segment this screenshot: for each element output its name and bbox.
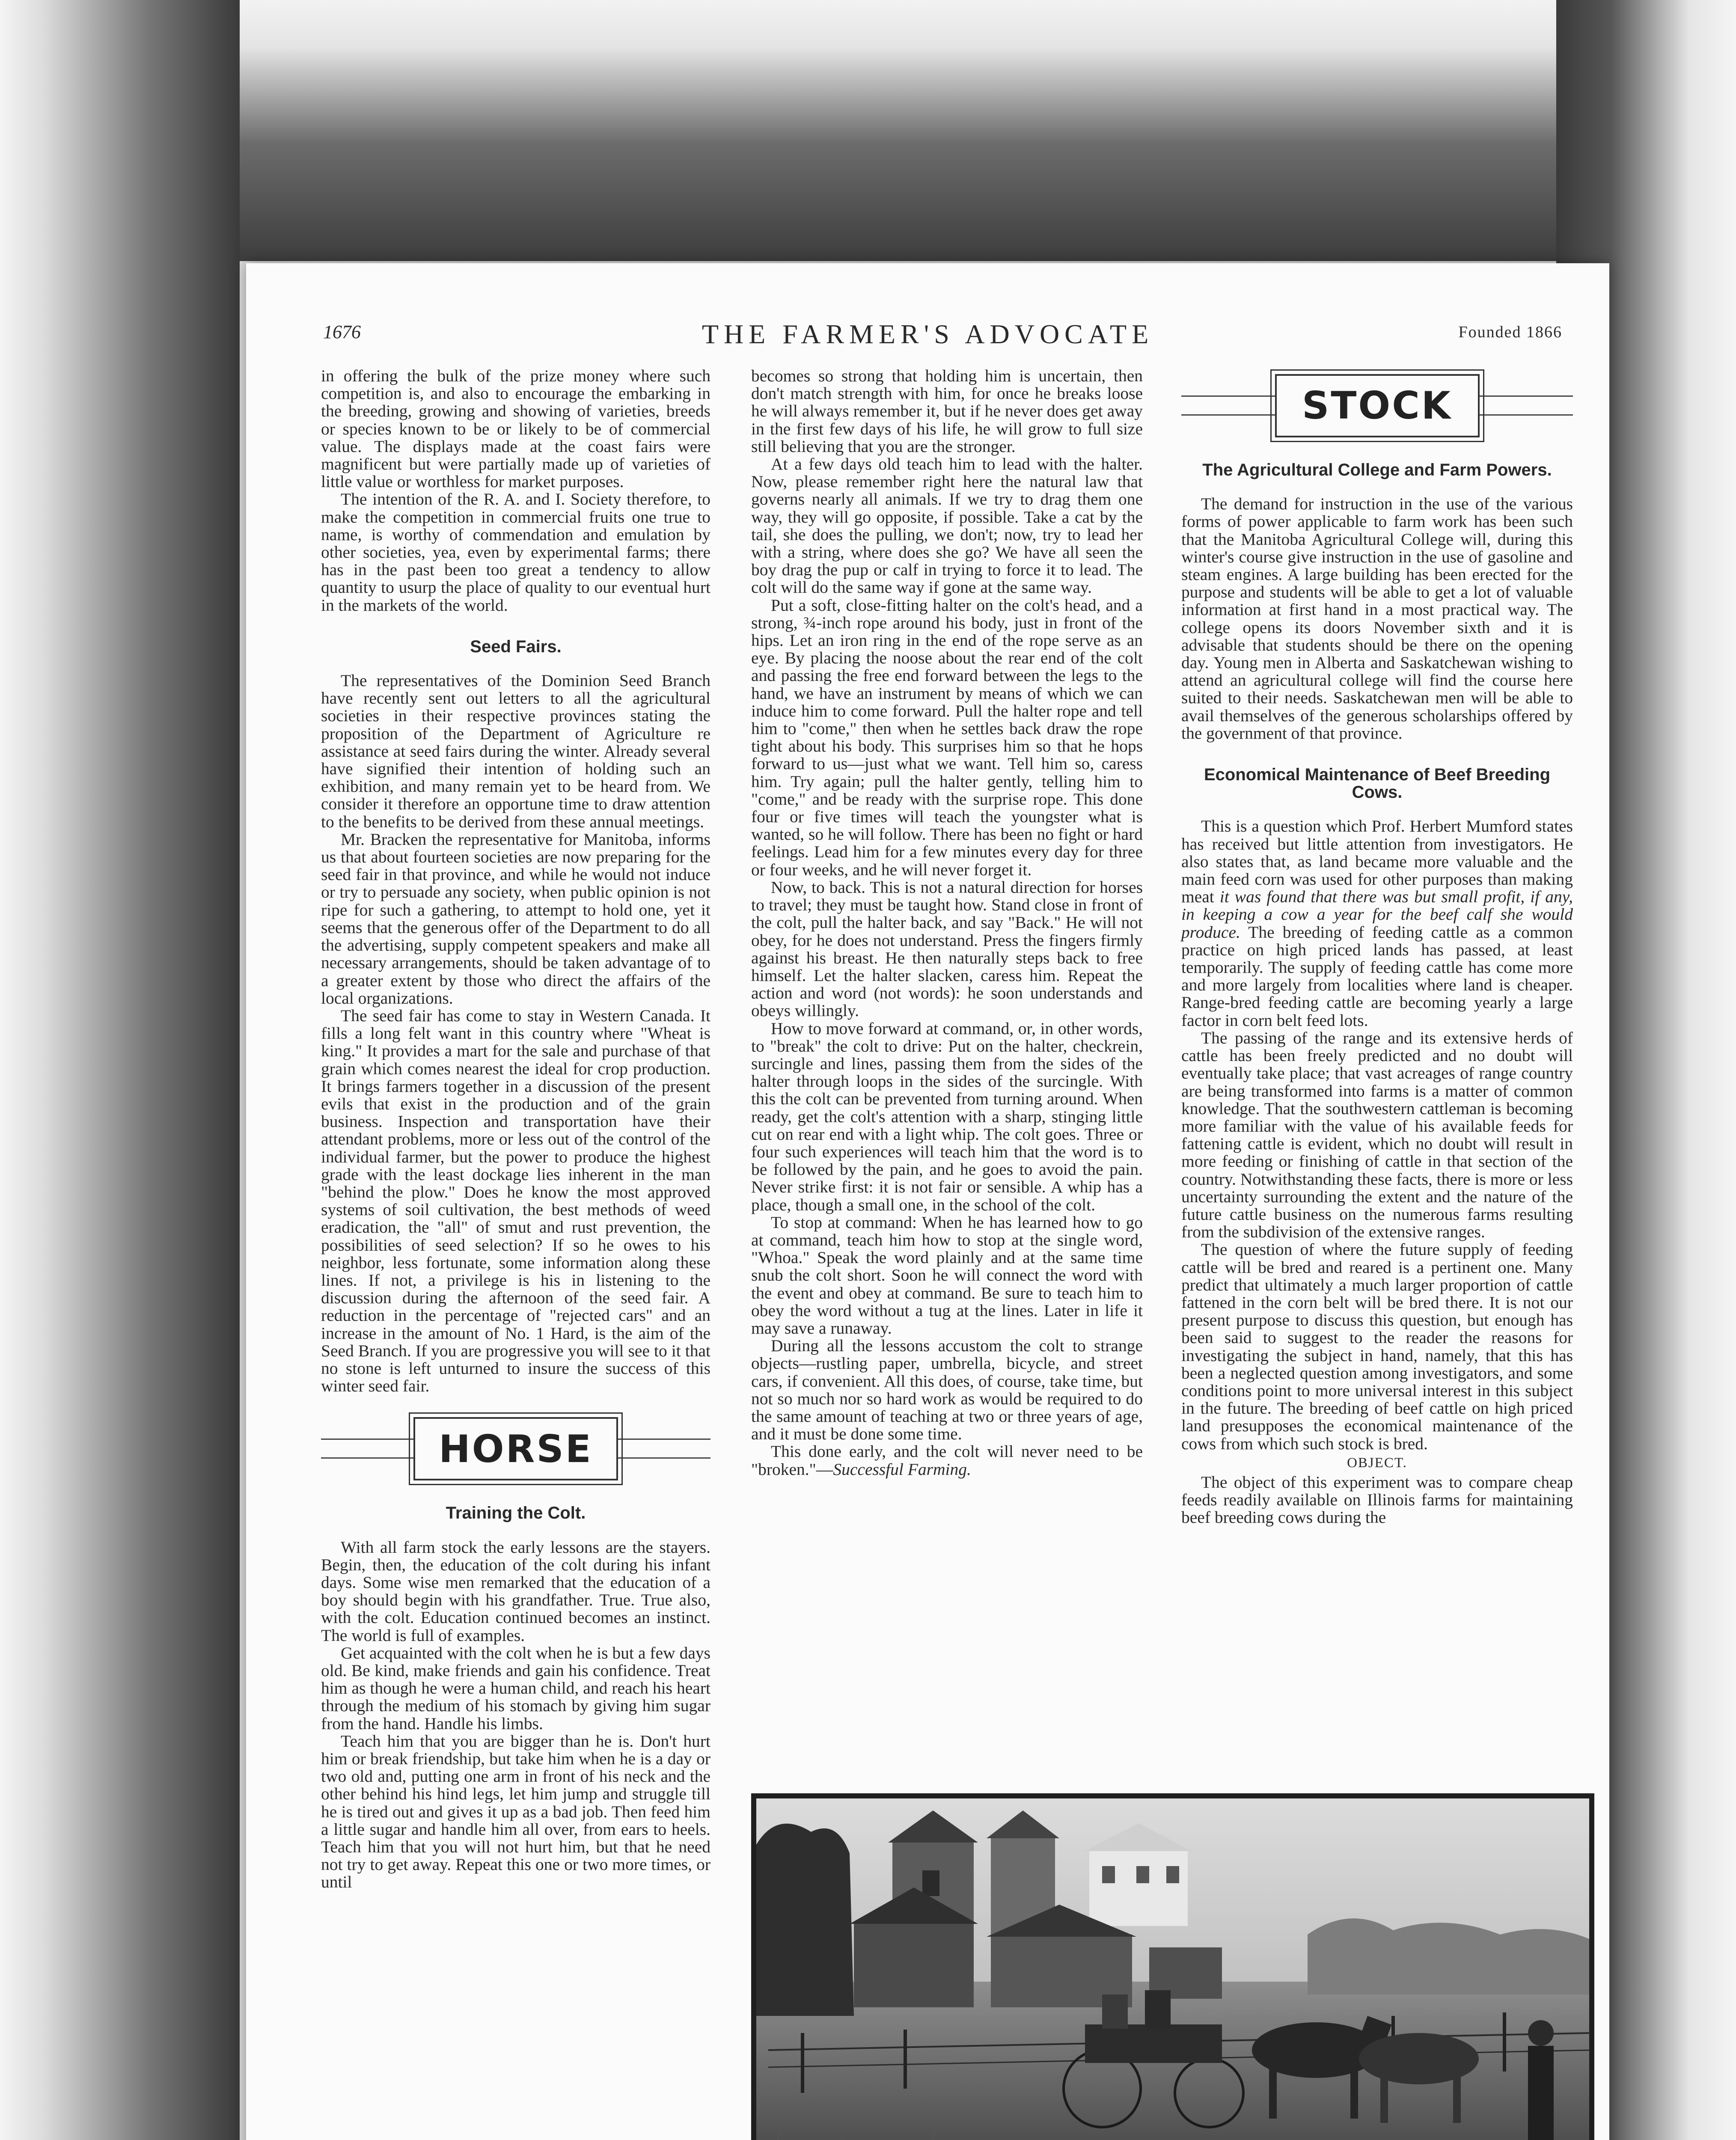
column-left bbox=[321, 367, 710, 1891]
source-credit: Successful Farming. bbox=[833, 1459, 971, 1479]
heading-college-farm-powers: The Agricultural College and Farm Powers. bbox=[1202, 461, 1552, 479]
paragraph bbox=[1181, 817, 1573, 1029]
paragraph: The seed fair has come to stay in Western Canada. It fills a long felt want in this country where "Wheat is king." It provides a mart for the sale and purchase of that grain which comes nearest the ideal for crop production. It brings farmers together in a discussion of the present evils that exist in the production and of the grain business. Inspection and transportation have their attendant problems, more or less out of the control of the individual farmer, but the power to produce the highest grade with the least dockage lies inherent in the man "behind the plow." Does he know the most approved systems of soil cultivation, the best methods of weed eradication, the "all" of smut and rust prevention, the possibilities of seed selection? If so he owes to his neighbor, less fortunate, some information along these lines. If not, a privilege is his in listening to the discussion during the afternoon of the seed fair. A reduction in the percentage of "rejected cars" and an increase in the amount of No. 1 Hard, is the aim of the Seed Branch. If you are progressive you will see to it that no stone is left unturned to insure the success of this winter seed fair. bbox=[321, 1006, 710, 1396]
paragraph: becomes so strong that holding him is uncertain, then don't match strength with him, for once he breaks loose he will always remember it, but if he never does get away in the first few days of his life, he will grow to full size still believing that you are the stronger. bbox=[751, 366, 1143, 456]
masthead-title: THE FARMER'S ADVOCATE bbox=[702, 319, 1154, 349]
newspaper-page bbox=[246, 263, 1609, 2140]
column-right bbox=[1181, 367, 1573, 1527]
paragraph: With all farm stock the early lessons are the stayers. Begin, then, the education of the colt during his infant days. Some wise men remarked that the education of a boy should begin with his grandfather. True. True also, with the colt. Education continued becomes an instinct. The world is full of examples. bbox=[321, 1537, 710, 1645]
paragraph: Now, to back. This is not a natural direction for horses to travel; they must be taught how. Stand close in front of the colt, pull the halter back, and say "Back." He will not obey, for he does not understand. Press the fingers firmly against his breast. He then naturally steps back to free himself. Let the halter slacken, caress him. Repeat the action and word (not words): he soon understands and obeys willingly. bbox=[751, 877, 1143, 1020]
page-number: 1676 bbox=[323, 321, 361, 342]
running-head bbox=[246, 321, 1609, 351]
italic-text: it was found that there was but small profit, if any, in keeping a cow a year for the beef calf she would produce. bbox=[1181, 887, 1573, 942]
banner-title-horse: HORSE bbox=[413, 1417, 618, 1480]
paragraph: To stop at command: When he has learned how to go at command, teach him how to stop at the single word, "Whoa." Speak the word plainly and at the same time snub the colt short. Soon he will connect the word with the event and obey at command. Be sure to teach him to obey the word without a tug at the lines. Later in life it may save a runaway. bbox=[751, 1213, 1143, 1338]
paragraph: The demand for instruction in the use of the various forms of power applicable to farm work has been such that the Manitoba Agricultural College will, during this winter's course give instruction in the use of gasoline and steam engines. A large building has been erected for the purpose and students will be able to get a lot of valuable information at first hand in a most practical way. The college opens its doors November sixth and it is advisable that students should be there on the opening day. Young men in Alberta and Saskatchewan wishing to attend an agricultural college will find the course here suited to their needs. Saskatchewan men will be able to avail themselves of the generous scholarships offered by the government of that province. bbox=[1181, 494, 1573, 743]
paragraph: Teach him that you are bigger than he is. Don't hurt him or break friendship, but take him when he is a day or two old and, putting one arm in front of his neck and the other behind his hind legs, let him jump and struggle till he is tired out and gives it up as a bad job. Then feed him a little sugar and handle him all over, from ears to heels. Teach him that you will not hurt him, but that he need not try to get away. Repeat this one or two more times, or until bbox=[321, 1731, 710, 1892]
paragraph: The passing of the range and its extensive herds of cattle has been freely predicted and no doubt will eventually take place; that vast acreages of range country are being transformed into farms is a matter of common knowledge. That the southwestern cattleman is becoming more familiar with the value of his available feeds for fattening cattle is evident, which no doubt will result in more feeding or finishing of cattle in that section of the country. Notwithstanding these facts, there is more or less uncertainty surrounding the extent and the nature of the future cattle business on the numerous farms resulting from the subdivision of the extensive ranges. bbox=[1181, 1028, 1573, 1242]
section-banner-stock bbox=[1181, 367, 1573, 444]
paragraph-text: This is a question which Prof. Herbert Mumford states has received but little attention from investigators. He also states that, as land became more valuable and the main feed corn was used for other purposes than making meat bbox=[1181, 817, 1573, 907]
paragraph: The question of where the future supply of feeding cattle will be bred and reared is a pertinent one. Many predict that ultimately a much larger proportion of cattle fattened in the corn belt will be bred there. It is not our present purpose to discuss this question, but enough has been said to suggest to the reader the reasons for investigating the subject in hand, namely, that this has been a neglected question among investigators, and some conditions point to more universal interest in this subject in the future. The breeding of beef cattle on high priced land presupposes the economical maintenance of the cows from which such stock is bred. bbox=[1181, 1240, 1573, 1453]
banner-title-stock: STOCK bbox=[1275, 374, 1480, 437]
subheading-object: OBJECT. bbox=[1347, 1455, 1407, 1471]
column-middle bbox=[751, 367, 1143, 1478]
paragraph: The object of this experiment was to compare cheap feeds readily available on Illinois farms for maintaining beef breeding cows during the bbox=[1181, 1472, 1573, 1527]
paragraph: Put a soft, close-fitting halter on the colt's head, and a strong, ¾-inch rope around his body, just in front of the hips. Let an iron ring in the end of the rope serve as an eye. By placing the noose about the rear end of the colt and passing the free end forward between the legs to the hand, we have an instrument by means of which we can induce him to come forward. Pull the halter rope and tell him to "come," then when he settles back draw the rope tight about his body. This surprises him so that he hops forward to us—just what we want. Tell him so, caress him. Try again; pull the halter gently, telling him to "come," and be ready with the surprise rope. This done four or five times will teach the youngster what is wanted, so he will follow. There has been no fight or hard feelings. Lead him for a few minutes every day for three or four weeks, and he will never forget it. bbox=[751, 595, 1143, 879]
paragraph: How to move forward at command, or, in other words, to "break" the colt to drive: Put on the halter, checkrein, surcingle and lines, passing them from the sides of the halter through loops in the sides of the surcingle. With this the colt can be prevented from turning around. When ready, get the colt's attention with a sharp, stinging little cut on rear end with a light whip. The colt goes. Three or four such experiences will teach him that the word is to be followed by the pain, and he goes to avoid the pain. Never strike first: it is not fair or sensible. A whip has a place, though a small one, in the school of the colt. bbox=[751, 1019, 1143, 1214]
homestead-photograph bbox=[751, 1793, 1594, 2140]
paragraph: During all the lessons accustom the colt to strange objects—rustling paper, umbrella, bicycle, and street cars, if convenient. All this does, of course, take time, but not so much nor so hard work as would be required to do the same amount of teaching at two or three years of age, and it must be done some time. bbox=[751, 1336, 1143, 1444]
scanner-left-edge bbox=[0, 0, 240, 2140]
paragraph-text: The breeding of feeding cattle as a common practice on high priced lands has passed, at least temporarily. The supply of feeding cattle has come more and more largely from localities where land is cheaper. Range-bred feeding cattle are becoming yearly a large factor in corn belt feed lots. bbox=[1181, 922, 1573, 1030]
heading-seed-fairs: Seed Fairs. bbox=[470, 637, 562, 656]
paragraph: Get acquainted with the colt when he is but a few days old. Be kind, make friends and gain his confidence. Treat him as though he were a human child, and reach his heart through the medium of his stomach by giving him sugar from the hand. Handle his limbs. bbox=[321, 1643, 710, 1733]
paragraph: in offering the bulk of the prize money where such competition is, and also to encourage the embarking in the breeding, growing and showing of varieties, breeds or species known to be or likely to be of commercial value. The displays made at the coast fairs were magnificent but were partially made up of varieties of little value or worthless for market purposes. bbox=[321, 366, 710, 491]
paragraph: The intention of the R. A. and I. Society therefore, to make the competition in commercial fruits one true to name, is worthy of commendation and emulation by other societies, yea, even by experimental farms; there has in the past been too great a tendency to allow quantity to usurp the place of quality to our eventual hurt in the markets of the world. bbox=[321, 490, 710, 615]
paragraph: Mr. Bracken the representative for Manitoba, informs us that about fourteen societies are now preparing for the seed fair in that province, and while he would not induce or try to persuade any society, when public opinion is not ripe for such a gathering, to attempt to hold one, yet it seems that the generous offer of the Department to do all the advertising, supply competent speakers and make all necessary arrangements, should be taken advantage of to a greater extent by those who direct the affairs of the local organizations. bbox=[321, 829, 710, 1008]
heading-training-colt: Training the Colt. bbox=[446, 1504, 586, 1523]
founded-note: Founded 1866 bbox=[1458, 323, 1562, 341]
heading-beef-cows: Economical Maintenance of Beef Breeding Cows. bbox=[1204, 765, 1551, 802]
section-banner-horse bbox=[321, 1410, 710, 1487]
paragraph-text: This done early, and the colt will never need to be "broken."— bbox=[751, 1442, 1143, 1479]
paragraph bbox=[751, 1443, 1143, 1478]
paragraph: At a few days old teach him to lead with the halter. Now, please remember right here the natural law that governs nearly all animals. If we try to drag them one way, they will go opposite, if possible. Take a cat by the tail, she does the pulling, we don't; now, try to lead her with a string, where does she go? We have all seen the boy drag the pup or calf in trying to force it to lead. The colt will do the same way if gone at the same way. bbox=[751, 455, 1143, 597]
paragraph: The representatives of the Dominion Seed Branch have recently sent out letters to all the agricultural societies in their respective provinces stating the proposition of the Department of Agriculture re assistance at seed fairs during the winter. Already several have signified their intention of holding such an exhibition, and many remain yet to be heard from. We consider it therefore an opportune time to draw attention to the benefits to be derived from these annual meetings. bbox=[321, 671, 710, 831]
photo-illustration bbox=[751, 1793, 1594, 2140]
scanner-top-edge bbox=[0, 0, 1736, 261]
